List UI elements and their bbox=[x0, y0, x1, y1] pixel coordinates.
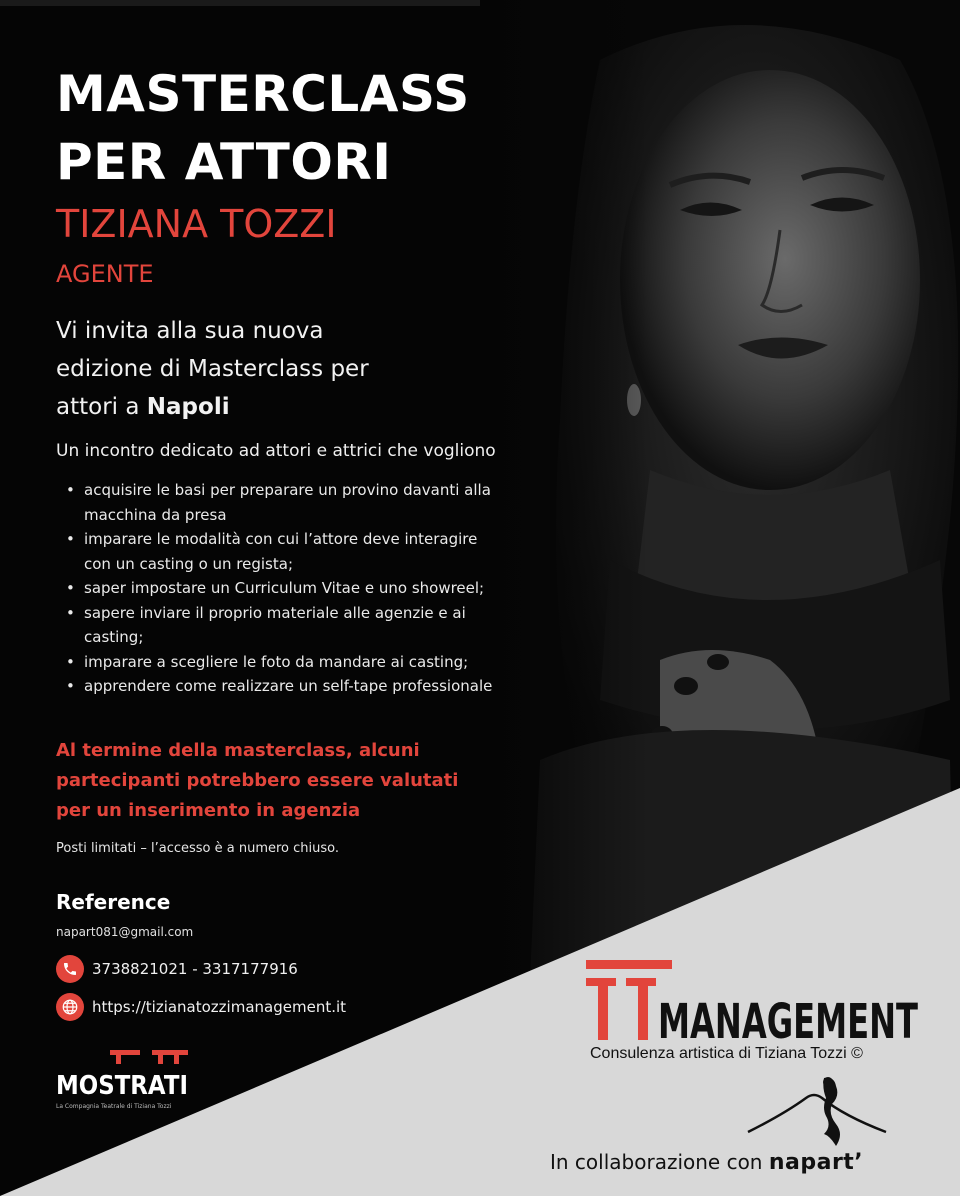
globe-icon bbox=[56, 993, 84, 1021]
reference-title: Reference bbox=[56, 890, 171, 914]
email-link[interactable]: napart081@gmail.com bbox=[56, 925, 194, 939]
collaboration-label: In collaborazione con bbox=[550, 1150, 763, 1174]
website-link: https://tizianatozzimanagement.it bbox=[92, 998, 347, 1016]
list-item: • imparare le modalità con cui l’attore deve interagire con un casting o un regista; bbox=[60, 527, 500, 576]
phone-numbers: 3738821021 - 3317177916 bbox=[92, 960, 298, 978]
phone-icon bbox=[56, 955, 84, 983]
list-item: • saper impostare un Curriculum Vitae e uno showreel; bbox=[60, 576, 500, 601]
limited-seats-note: Posti limitati – l’accesso è a numero chiuso. bbox=[56, 841, 339, 856]
napart-brand: napart’ bbox=[768, 1150, 864, 1175]
website-row[interactable] bbox=[56, 993, 346, 1021]
napart-logo-icon bbox=[744, 1074, 890, 1150]
management-text: MANAGEMENT bbox=[658, 994, 919, 1050]
mostrati-tagline: La Compagnia Teatrale di Tiziana Tozzi bbox=[56, 1103, 172, 1110]
mostrati-logo bbox=[56, 1048, 196, 1114]
agent-role: AGENTE bbox=[56, 260, 154, 288]
intro-text: Un incontro dedicato ad attori e attrici che vogliono bbox=[56, 441, 496, 461]
goals-list bbox=[60, 478, 500, 699]
mostrati-logo-text: MOSTRATI bbox=[56, 1071, 188, 1101]
agency-note: Al termine della masterclass, alcuni partecipanti potrebbero essere valutati per un inserimento in agenzia bbox=[56, 740, 459, 821]
invite-city: Napoli bbox=[146, 394, 230, 420]
list-item: • sapere inviare il proprio materiale alle agenzie e ai casting; bbox=[60, 601, 500, 650]
title-line-1: MASTERCLASS bbox=[56, 65, 470, 123]
agent-name: TIZIANA TOZZI bbox=[56, 202, 337, 246]
management-subtitle: Consulenza artistica di Tiziana Tozzi © bbox=[590, 1045, 863, 1062]
collaboration-text bbox=[550, 1148, 863, 1177]
title-line-2: PER ATTORI bbox=[56, 133, 392, 191]
list-item: • apprendere come realizzare un self-tape professionale bbox=[60, 674, 500, 699]
list-item: • acquisire le basi per preparare un provino davanti alla macchina da presa bbox=[60, 478, 500, 527]
tt-management-logo bbox=[584, 958, 924, 1068]
page-title bbox=[56, 60, 470, 196]
invite-text bbox=[56, 312, 416, 426]
invite-text-body: Vi invita alla sua nuova edizione di Masterclass per attori a bbox=[56, 318, 369, 420]
list-item: • imparare a scegliere le foto da mandare ai casting; bbox=[60, 650, 500, 675]
phone-row[interactable] bbox=[56, 955, 298, 983]
